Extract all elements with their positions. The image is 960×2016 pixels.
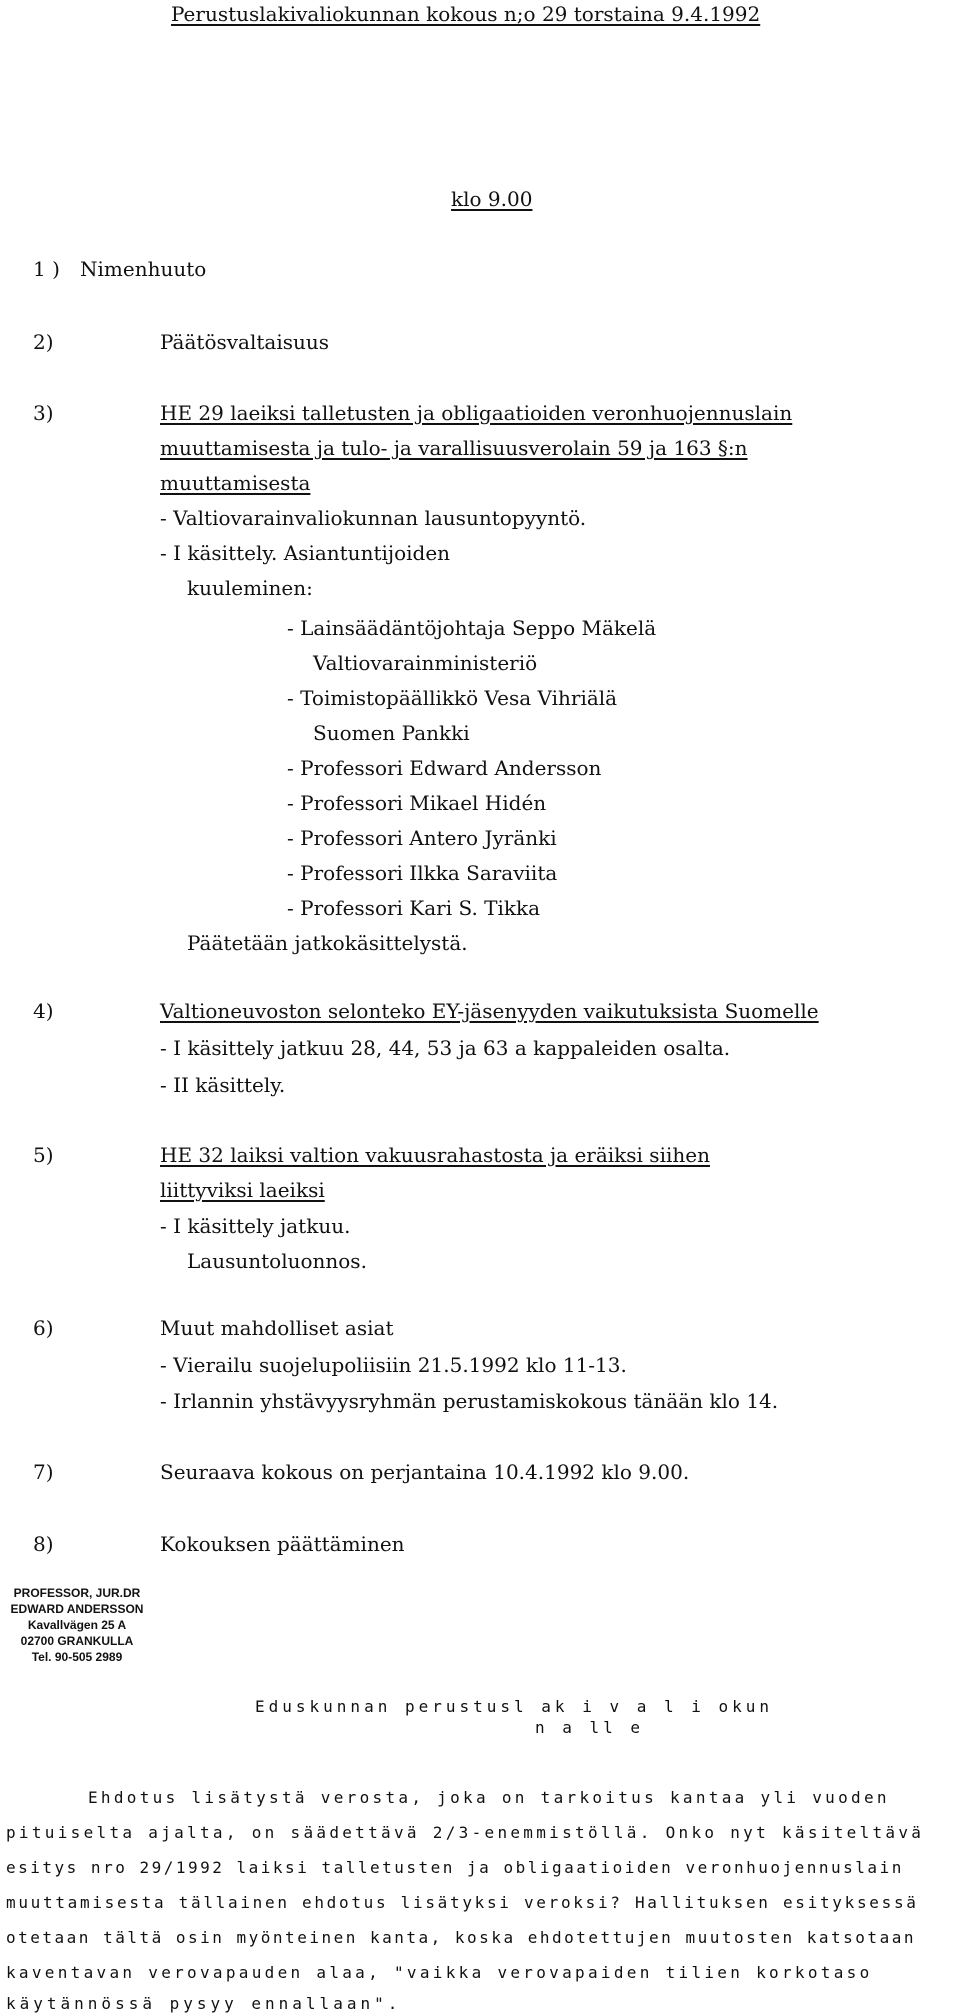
expert-entry: - Professori Ilkka Saraviita [287, 861, 558, 885]
item-3-title-line: HE 29 laeiksi talletusten ja obligaatioiden veronhuojennuslain [160, 401, 793, 425]
item-3-title-line: muuttamisesta ja tulo- ja varallisuusverolain 59 ja 163 §:n [160, 436, 748, 460]
letter-heading-line: n a ll e [535, 1718, 645, 1737]
item-5-title-line: HE 32 laiksi valtion vakuusrahastosta ja eräiksi siihen [160, 1143, 710, 1167]
item-3-title-line: muuttamisesta [160, 471, 311, 495]
item-6-line: - Irlannin yhstävyysryhmän perustamiskokous tänään klo 14. [160, 1389, 779, 1413]
item-8-title: Kokouksen päättäminen [160, 1532, 405, 1556]
stamp-line: 02700 GRANKULLA [20, 1634, 134, 1648]
item-1-title: Nimenhuuto [80, 257, 207, 281]
item-4-number: 4) [33, 999, 54, 1023]
item-3-line: - Valtiovarainvaliokunnan lausuntopyyntö. [160, 506, 587, 530]
page-header: Perustuslakivaliokunnan kokous n;o 29 torstaina 9.4.1992 [171, 2, 761, 26]
item-4-line: - II käsittely. [160, 1073, 286, 1097]
letter-line: esitys nro 29/1992 laiksi talletusten ja obligaatioiden veronhuojennuslain [6, 1858, 904, 1877]
letter-line: pituiselta ajalta, on säädettävä 2/3-enemmistöllä. Onko nyt käsiteltävä [6, 1823, 925, 1842]
expert-entry: - Professori Antero Jyränki [287, 826, 557, 850]
item-1-number: 1 ) [33, 257, 60, 281]
item-4-title: Valtioneuvoston selonteko EY-jäsenyyden vaikutuksista Suomelle [160, 999, 819, 1023]
item-3-line: kuuleminen: [187, 576, 313, 600]
meeting-time: klo 9.00 [451, 187, 533, 211]
item-5-number: 5) [33, 1143, 54, 1167]
letter-line: otetaan tältä osin myönteinen kanta, koska ehdotettujen muutosten katsotaan [6, 1928, 916, 1947]
letter-heading-line: Eduskunnan perustusl ak i v a l i okun [255, 1697, 774, 1716]
letter-line: kaventavan verovapauden alaa, "vaikka verovapaiden tilien korkotaso [6, 1963, 873, 1982]
letter-line: Ehdotus lisätystä verosta, joka on tarkoitus kantaa yli vuoden [88, 1788, 890, 1807]
item-3-number: 3) [33, 401, 54, 425]
letter-line: käytännössä pysyy ennallaan". [6, 1994, 402, 2013]
stamp-line: Kavallvägen 25 A [27, 1618, 127, 1632]
item-5-line: Lausuntoluonnos. [187, 1249, 367, 1273]
stamp-line: EDWARD ANDERSSON [10, 1602, 144, 1616]
item-7-title: Seuraava kokous on perjantaina 10.4.1992 klo 9.00. [160, 1460, 690, 1484]
expert-entry: - Toimistopäällikkö Vesa Vihriälä [287, 686, 618, 710]
expert-entry: - Professori Kari S. Tikka [287, 896, 541, 920]
expert-entry: Suomen Pankki [313, 721, 470, 745]
item-7-number: 7) [33, 1460, 54, 1484]
item-3-decision: Päätetään jatkokäsittelystä. [187, 931, 468, 955]
item-4-line: - I käsittely jatkuu 28, 44, 53 ja 63 a kappaleiden osalta. [160, 1036, 731, 1060]
item-3-line: - I käsittely. Asiantuntijoiden [160, 541, 451, 565]
item-6-line: - Vierailu suojelupoliisiin 21.5.1992 klo 11-13. [160, 1353, 627, 1377]
item-8-number: 8) [33, 1532, 54, 1556]
item-2-number: 2) [33, 330, 54, 354]
expert-entry: - Professori Mikael Hidén [287, 791, 547, 815]
stamp-line: Tel. 90-505 2989 [31, 1650, 123, 1664]
item-5-title-line: liittyviksi laeiksi [160, 1178, 325, 1202]
address-stamp [2, 1585, 152, 1665]
item-5-line: - I käsittely jatkuu. [160, 1214, 351, 1238]
item-6-number: 6) [33, 1316, 54, 1340]
item-2-title: Päätösvaltaisuus [160, 330, 330, 354]
expert-entry: Valtiovarainministeriö [313, 651, 538, 675]
item-6-title: Muut mahdolliset asiat [160, 1316, 394, 1340]
expert-entry: - Lainsäädäntöjohtaja Seppo Mäkelä [287, 616, 657, 640]
stamp-line: PROFESSOR, JUR.DR [13, 1586, 141, 1600]
letter-line: muuttamisesta tällainen ehdotus lisätyksi veroksi? Hallituksen esityksessä [6, 1893, 919, 1912]
expert-entry: - Professori Edward Andersson [287, 756, 602, 780]
